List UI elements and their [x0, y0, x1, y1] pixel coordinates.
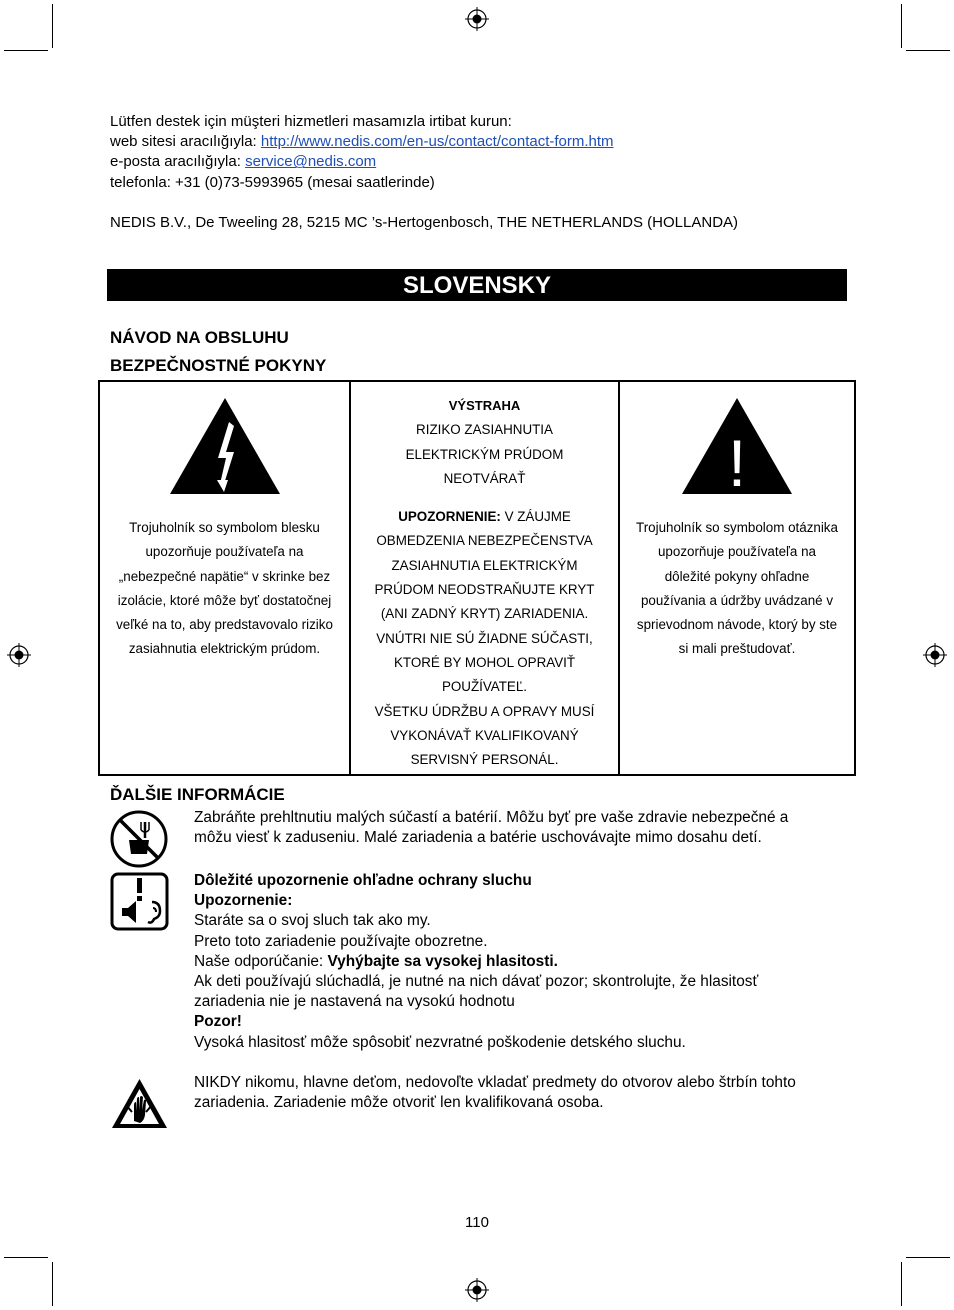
crop-mark — [906, 50, 950, 51]
never-warning — [194, 1073, 854, 1113]
hearing-label: Upozornenie: — [194, 892, 293, 910]
lightning-desc-line: Trojuholník so symbolom blesku — [129, 520, 320, 535]
contact-intro: Lütfen destek için müşteri hizmetleri masamızla irtibat kurun: — [110, 113, 512, 130]
contact-block — [110, 112, 614, 193]
caution-line: KTORÉ BY MOHOL OPRAVIŤ — [393, 654, 576, 670]
warning-cell-left — [100, 382, 351, 774]
hearing-line: Staráte sa o svoj sluch tak ako my. — [194, 912, 431, 930]
hearing-warning-icon — [110, 872, 169, 931]
warning-cell-middle — [351, 382, 620, 774]
caution-line: SERVISNÝ PERSONÁL. — [410, 752, 559, 768]
caution-line — [351, 505, 618, 529]
caution-line: ZASIAHNUTIA ELEKTRICKÝM — [391, 557, 578, 573]
hearing-title: Dôležité upozornenie ohľadne ochrany sluchu — [194, 872, 532, 889]
lightning-triangle-icon — [168, 396, 282, 496]
choking-line: Zabráňte prehltnutiu malých súčastí a batérií. Môžu byť pre vaše zdravie nebezpečné a — [194, 809, 789, 826]
no-eating-icon — [110, 810, 168, 868]
exclamation-desc-line: sprievodnom návode, ktorý by ste — [636, 617, 838, 633]
lightning-desc-line: izolácie, ktoré môže byť dostatočnej — [117, 592, 332, 608]
warning-line: ELEKTRICKÝM PRÚDOM — [405, 446, 564, 462]
exclamation-mark: ! — [727, 426, 747, 496]
exclamation-desc-line: dôležité pokyny ohľadne — [664, 568, 810, 584]
exclamation-triangle-icon — [680, 396, 794, 496]
caution-text: V ZÁUJME — [500, 509, 571, 525]
language-banner: SLOVENSKY — [107, 269, 847, 301]
recommendation-label: Naše odporúčanie: — [194, 952, 328, 970]
registration-mark-icon — [7, 643, 31, 667]
recommendation-text: Vyhýbajte sa vysokej hlasitosti. — [327, 952, 558, 970]
email-link[interactable]: service@nedis.com — [245, 153, 377, 171]
crop-mark — [4, 50, 48, 51]
safety-heading: BEZPEČNOSTNÉ POKYNY — [110, 356, 327, 375]
web-link[interactable]: http://www.nedis.com/en-us/contact/contact-form.htm — [260, 133, 614, 151]
page-number: 110 — [465, 1214, 489, 1231]
contact-address: NEDIS B.V., De Tweeling 28, 5215 MC ’s-Hertogenbosch, THE NETHERLANDS (HOLLANDA) — [110, 214, 739, 231]
warning-cell-right — [620, 382, 854, 774]
lightning-desc-line: zasiahnutia elektrickým prúdom. — [128, 641, 321, 657]
exclamation-desc-line: si mali preštudovať. — [678, 641, 796, 657]
exclamation-desc-line: Trojuholník so symbolom otáznika — [636, 520, 838, 535]
warning-title: VÝSTRAHA — [448, 398, 521, 413]
crop-mark — [901, 4, 902, 48]
caution-line: PRÚDOM NEODSTRAŇUJTE KRYT — [374, 582, 595, 598]
crop-mark — [906, 1257, 950, 1258]
caution-line: VYKONÁVAŤ KVALIFIKOVANÝ — [390, 727, 579, 743]
exclamation-desc-line: používania a údržby uvádzané v — [640, 592, 834, 608]
crop-mark — [901, 1262, 902, 1306]
never-line: NIKDY nikomu, hlavne deťom, nedovoľte vkladať predmety do otvorov alebo štrbín tohto — [194, 1074, 796, 1091]
caution-line: POUŽÍVATEĽ. — [441, 679, 528, 695]
caution-label: UPOZORNENIE: — [398, 509, 501, 525]
crop-mark — [52, 4, 53, 48]
lightning-desc-line: „nebezpečné napätie“ v skrinke bez — [118, 568, 331, 584]
choking-line: môžu viesť k zaduseniu. Malé zariadenia a batérie uschovávajte mimo dosahu detí. — [194, 829, 762, 847]
crop-mark — [52, 1262, 53, 1306]
more-info-heading: ĎALŠIE INFORMÁCIE — [110, 785, 285, 804]
lightning-desc-line: upozorňuje používateľa na — [145, 544, 304, 560]
caution-line: OBMEDZENIA NEBEZPEČENSTVA — [376, 533, 593, 549]
hearing-line: Vysoká hlasitosť môže spôsobiť nezvratné poškodenie detského sluchu. — [194, 1033, 686, 1051]
manual-heading: NÁVOD NA OBSLUHU — [110, 328, 289, 347]
choking-warning — [194, 808, 854, 848]
registration-mark-icon — [923, 643, 947, 667]
exclamation-desc-line: upozorňuje používateľa na — [657, 544, 816, 560]
contact-email — [110, 152, 614, 172]
email-label: e-posta aracılığıyla: — [110, 153, 246, 171]
lightning-desc-line: veľké na to, aby predstavovalo riziko — [116, 617, 333, 633]
warning-table — [98, 380, 856, 776]
caution-line: VŠETKU ÚDRŽBU A OPRAVY MUSÍ — [374, 703, 595, 719]
caution-line: (ANI ZADNÝ KRYT) ZARIADENIA. — [380, 606, 589, 622]
hearing-line: Preto toto zariadenie používajte obozretne. — [194, 932, 488, 950]
shock-hazard-icon — [110, 1077, 169, 1130]
contact-phone: telefonla: +31 (0)73-5993965 (mesai saatlerinde) — [110, 173, 435, 191]
pozor-label: Pozor! — [194, 1013, 242, 1031]
registration-mark-icon — [465, 1278, 489, 1302]
contact-web — [110, 132, 614, 152]
hearing-line: Ak deti používajú slúchadlá, je nutné na nich dávať pozor; skontrolujte, že hlasitosť — [194, 973, 759, 991]
crop-mark — [4, 1257, 48, 1258]
warning-line: RIZIKO ZASIAHNUTIA — [416, 422, 553, 438]
web-label: web sitesi aracılığıyla: — [110, 133, 261, 151]
hearing-warning — [194, 871, 854, 1053]
warning-line: NEOTVÁRAŤ — [443, 470, 526, 486]
hearing-line: zariadenia nie je nastavená na vysokú hodnotu — [194, 993, 515, 1011]
never-line: zariadenia. Zariadenie môže otvoriť len kvalifikovaná osoba. — [194, 1094, 604, 1112]
registration-mark-icon — [465, 7, 489, 31]
hearing-recommendation — [194, 952, 854, 972]
caution-line: VNÚTRI NIE SÚ ŽIADNE SÚČASTI, — [376, 630, 593, 646]
